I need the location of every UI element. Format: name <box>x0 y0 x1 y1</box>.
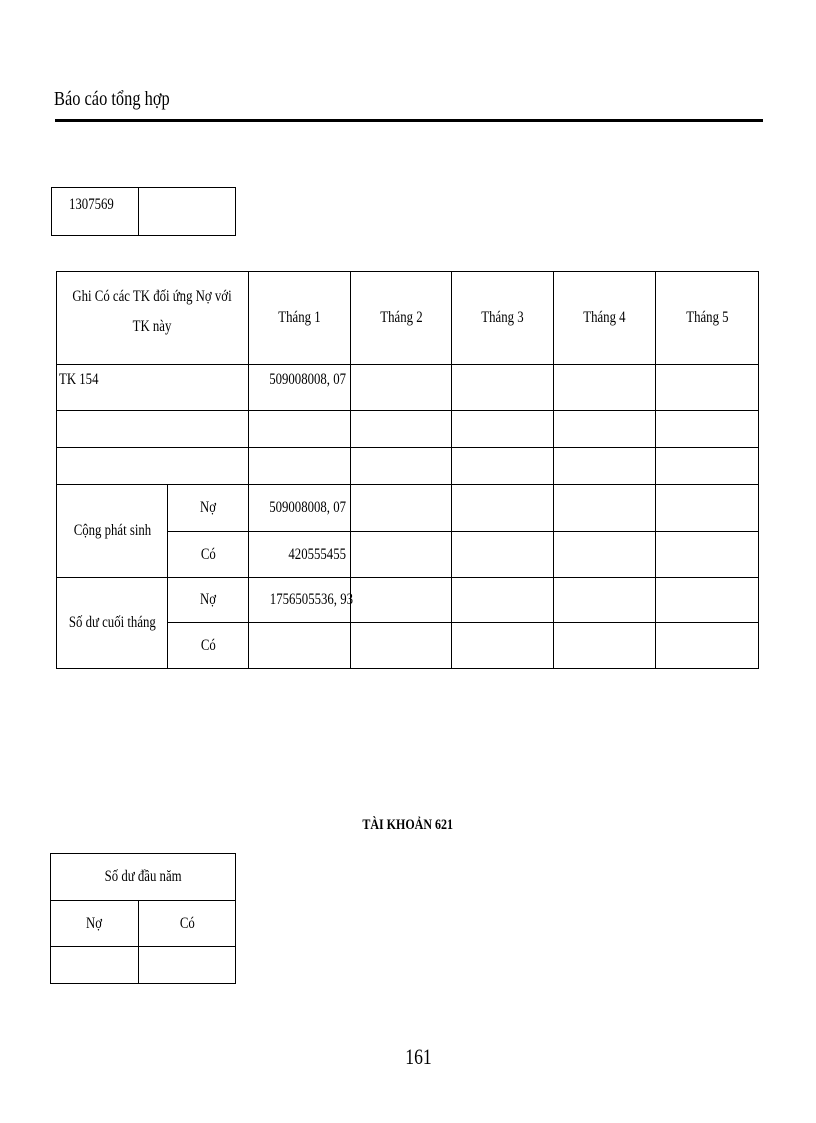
month-header <box>554 272 656 365</box>
account-label: TK 154 <box>59 371 99 388</box>
opening-co-value-cell <box>139 947 236 984</box>
value-cell <box>452 485 554 532</box>
co-label: Có <box>200 545 216 563</box>
co-label-cell <box>139 901 236 947</box>
table-row <box>57 365 759 411</box>
month-header <box>351 272 452 365</box>
value-cell <box>656 365 759 411</box>
value-cell <box>554 448 656 485</box>
ledger-header-label-cell <box>57 272 249 365</box>
opening-balance-table <box>50 853 236 984</box>
value-cell <box>452 411 554 448</box>
page-number <box>0 1044 816 1070</box>
value-cell <box>452 578 554 623</box>
account-label-cell <box>57 411 249 448</box>
value-cell <box>351 532 452 578</box>
ledger-header-row <box>57 272 759 365</box>
value-cell <box>249 485 351 532</box>
value-cell <box>554 485 656 532</box>
value-cell <box>249 532 351 578</box>
account-section-title <box>0 817 816 834</box>
value-cell <box>656 623 759 669</box>
cell-value: 509008008, 07 <box>269 499 346 516</box>
value-cell <box>452 448 554 485</box>
cong-phat-sinh-no-row <box>57 485 759 532</box>
value-cell <box>656 578 759 623</box>
value-cell <box>351 578 452 623</box>
no-label-cell <box>168 578 249 623</box>
carried-balance-value-cell <box>52 188 139 236</box>
carried-balance-empty-cell <box>139 188 236 236</box>
co-label-cell <box>168 532 249 578</box>
month-header-label: Tháng 4 <box>583 309 626 326</box>
value-cell <box>452 365 554 411</box>
ledger-table <box>56 271 759 669</box>
value-cell <box>249 448 351 485</box>
value-cell <box>554 623 656 669</box>
co-label-cell <box>168 623 249 669</box>
value-cell <box>351 623 452 669</box>
table-row <box>57 448 759 485</box>
value-cell <box>452 623 554 669</box>
value-cell <box>351 448 452 485</box>
cell-value: 1756505536, 93 <box>269 591 353 608</box>
so-du-cuoi-thang-label: Số dư cuối tháng <box>68 614 156 631</box>
value-cell <box>249 623 351 669</box>
cong-phat-sinh-label-cell <box>57 485 168 578</box>
cong-phat-sinh-label: Cộng phát sinh <box>73 522 151 539</box>
value-cell <box>249 578 351 623</box>
so-du-cuoi-thang-label-cell <box>57 578 168 669</box>
value-cell <box>351 485 452 532</box>
month-header-label: Tháng 1 <box>278 309 321 326</box>
account-label-cell <box>57 448 249 485</box>
month-header <box>656 272 759 365</box>
opening-balance-title-cell <box>51 854 236 901</box>
month-header-label: Tháng 2 <box>379 309 423 326</box>
header-divider <box>55 119 763 122</box>
value-cell <box>249 365 351 411</box>
value-cell <box>351 411 452 448</box>
value-cell <box>656 485 759 532</box>
value-cell <box>656 448 759 485</box>
document-header-title: Báo cáo tổng hợp <box>54 88 170 110</box>
so-du-cuoi-thang-no-row <box>57 578 759 623</box>
no-label-cell <box>51 901 139 947</box>
month-header-label: Tháng 5 <box>685 309 729 326</box>
ledger-header-label: Ghi Có các TK đối ứng Nợ với TK này <box>72 288 232 335</box>
value-cell <box>656 411 759 448</box>
account-label-cell <box>57 365 249 411</box>
no-label: Nợ <box>199 591 216 608</box>
co-label: Có <box>200 636 216 654</box>
co-label: Có <box>179 914 195 932</box>
no-label: Nợ <box>86 914 103 932</box>
cell-value: 420555455 <box>288 545 346 563</box>
value-cell <box>351 365 452 411</box>
no-label: Nợ <box>199 499 216 516</box>
value-cell <box>656 532 759 578</box>
value-cell <box>554 411 656 448</box>
value-cell <box>554 578 656 623</box>
value-cell <box>249 411 351 448</box>
no-label-cell <box>168 485 249 532</box>
cell-value: 509008008, 07 <box>269 371 346 388</box>
month-header <box>249 272 351 365</box>
page-number-text: 161 <box>404 1044 432 1069</box>
carried-balance-box <box>51 187 236 236</box>
carried-balance-value: 1307569 <box>69 196 114 213</box>
month-header <box>452 272 554 365</box>
opening-no-value-cell <box>51 947 139 984</box>
value-cell <box>554 532 656 578</box>
table-row <box>57 411 759 448</box>
opening-balance-title: Số dư đầu năm <box>104 868 182 885</box>
account-section-title-text: TÀI KHOẢN 621 <box>362 817 454 833</box>
value-cell <box>554 365 656 411</box>
value-cell <box>452 532 554 578</box>
month-header-label: Tháng 3 <box>481 309 524 326</box>
